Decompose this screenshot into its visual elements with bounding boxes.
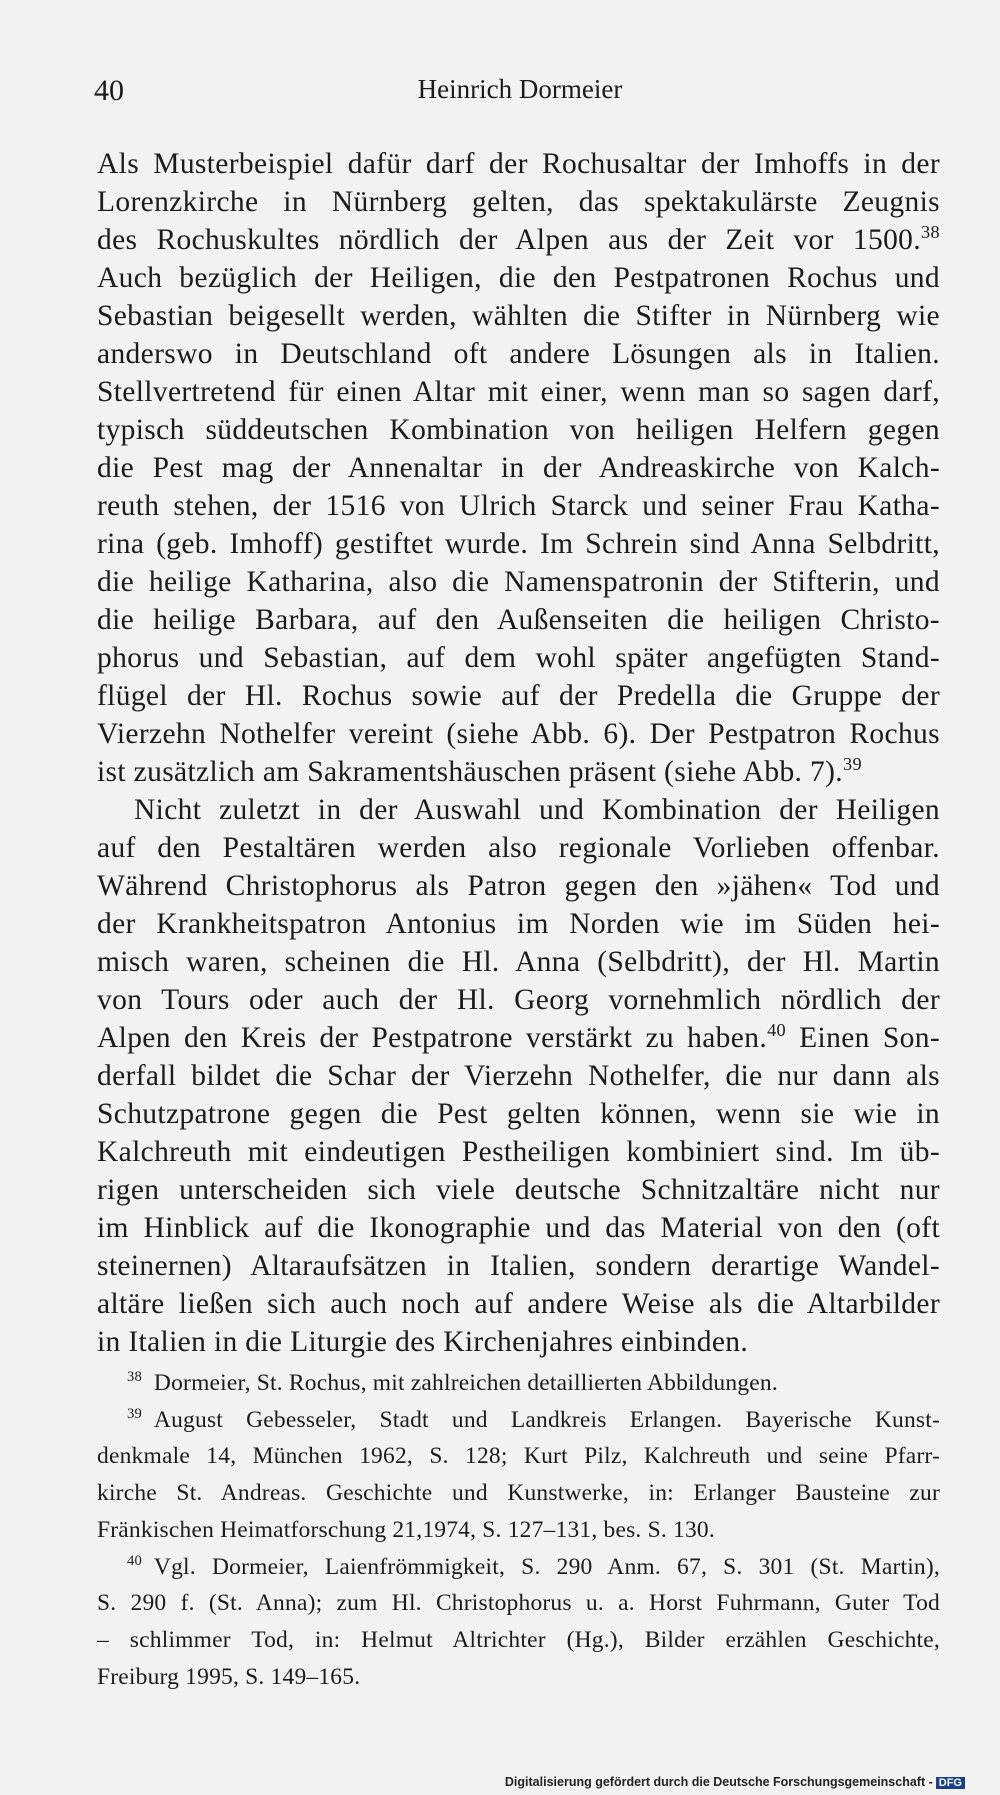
footnote-text: Fränkischen Heimatforschung 21,1974, S. 127–131, bes. S. 130. (97, 1516, 715, 1543)
line-text: misch waren, scheinen die Hl. Anna (Selbdritt), der Hl. Martin (97, 946, 940, 978)
line-text: phorus und Sebastian, auf dem wohl später angefügten Stand- (97, 642, 940, 674)
body-line (97, 639, 940, 677)
body-line (97, 677, 940, 715)
line-text: reuth stehen, der 1516 von Ulrich Starck und seiner Frau Katha- (97, 490, 940, 522)
line-text: von Tours oder auch der Hl. Georg vornehmlich nördlich der (97, 984, 940, 1016)
body-line (97, 791, 940, 829)
line-text: Lorenzkirche in Nürnberg gelten, das spektakulärste Zeugnis (97, 186, 940, 218)
footnote-text: Vgl. Dormeier, Laienfrömmigkeit, S. 290 Anm. 67, S. 301 (St. Martin), (153, 1553, 940, 1580)
footnote-line (97, 1622, 940, 1658)
line-text: Sebastian beigesellt werden, wählten die Stifter in Nürnberg wie (97, 300, 940, 332)
body-line (97, 1095, 940, 1133)
line-text: steinernen) Altaraufsätzen in Italien, sondern derartige Wandel- (97, 1250, 940, 1282)
footnote-line (97, 1512, 940, 1548)
line-text: typisch süddeutschen Kombination von heiligen Helfern gegen (97, 414, 940, 446)
body-line (97, 1323, 940, 1361)
body-line (97, 1247, 940, 1285)
credit-text: Digitalisierung gefördert durch die Deutsche Forschungsgemeinschaft - (504, 1775, 933, 1789)
body-line (97, 1171, 940, 1209)
footnote-line (97, 1365, 940, 1401)
body-line (97, 601, 940, 639)
line-text: Schutzpatrone gegen die Pest gelten können, wenn sie wie in (97, 1098, 940, 1130)
dfg-logo: DFG (936, 1777, 965, 1789)
footnote-text: kirche St. Andreas. Geschichte und Kunstwerke, in: Erlanger Bausteine zur (97, 1480, 940, 1507)
line-text: rina (geb. Imhoff) gestiftet wurde. Im Schrein sind Anna Selbdritt, (97, 528, 940, 560)
body-line (97, 259, 940, 297)
body-line (97, 373, 940, 411)
body-line (97, 1133, 940, 1171)
footnote-text: S. 290 f. (St. Anna); zum Hl. Christophorus u. a. Horst Fuhrmann, Guter Tod (97, 1590, 940, 1617)
footnote-line (97, 1475, 940, 1511)
line-text: im Hinblick auf die Ikonographie und das Material von den (oft (97, 1212, 940, 1244)
body-line (97, 563, 940, 601)
body-line (97, 335, 940, 373)
page-number: 40 (94, 74, 124, 107)
body-line (97, 753, 940, 791)
body-line (97, 145, 940, 183)
footnote-reference[interactable]: 38 (921, 222, 940, 243)
body-line (97, 905, 940, 943)
line-text: auf den Pestaltären werden also regionale Vorlieben offenbar. (97, 832, 940, 864)
line-text: rigen unterscheiden sich viele deutsche Schnitzaltäre nicht nur (97, 1174, 940, 1206)
line-text: die heilige Katharina, also die Namenspatronin der Stifterin, und (97, 566, 940, 598)
body-line (97, 487, 940, 525)
footnote-line (97, 1438, 940, 1474)
body-line (97, 1209, 940, 1247)
body-line (97, 1057, 940, 1095)
body-line (97, 867, 940, 905)
line-text: flügel der Hl. Rochus sowie auf der Predella die Gruppe der (97, 680, 940, 712)
footnote-text: – schlimmer Tod, in: Helmut Altrichter (Hg.), Bilder erzählen Geschichte, (97, 1626, 940, 1653)
footnote-text: August Gebesseler, Stadt und Landkreis Erlangen. Bayerische Kunst- (153, 1406, 940, 1433)
line-text-continued: Einen Son- (786, 1022, 940, 1054)
body-line (97, 1019, 940, 1057)
line-text: Auch bezüglich der Heiligen, die den Pestpatronen Rochus und (97, 262, 940, 294)
line-text: die heilige Barbara, auf den Außenseiten die heiligen Christo- (97, 604, 940, 636)
footnote-text: denkmale 14, München 1962, S. 128; Kurt Pilz, Kalchreuth und seine Pfarr- (97, 1443, 940, 1470)
footnote-line (97, 1402, 940, 1438)
footnote-reference[interactable]: 40 (767, 1020, 787, 1041)
body-line (97, 1285, 940, 1323)
body-line (97, 183, 940, 221)
footnote-reference[interactable]: 39 (843, 754, 862, 775)
line-text: Vierzehn Nothelfer vereint (siehe Abb. 6). Der Pestpatron Rochus (97, 718, 940, 750)
line-text: anderswo in Deutschland oft andere Lösungen als in Italien. (97, 338, 940, 370)
digitization-credit (505, 1775, 965, 1789)
running-head: Heinrich Dormeier (417, 74, 623, 104)
footnote-text: Freiburg 1995, S. 149–165. (97, 1663, 361, 1690)
body-line (97, 411, 940, 449)
body-line (97, 221, 940, 259)
line-text: Stellvertretend für einen Altar mit einer, wenn man so sagen darf, (97, 376, 940, 408)
line-text: Als Musterbeispiel dafür darf der Rochusaltar der Imhoffs in der (97, 148, 940, 180)
footnote-line (97, 1659, 940, 1695)
body-line (97, 829, 940, 867)
body-line (97, 525, 940, 563)
footnote-number: 38 (127, 1369, 142, 1386)
line-text: Kalchreuth mit eindeutigen Pestheiligen kombiniert sind. Im üb- (97, 1136, 940, 1168)
body-line (97, 297, 940, 335)
footnote-line (97, 1585, 940, 1621)
footnote-text: Dormeier, St. Rochus, mit zahlreichen detaillierten Abbildungen. (153, 1370, 778, 1396)
line-text: die Pest mag der Annenaltar in der Andreaskirche von Kalch- (97, 452, 940, 484)
line-text: Nicht zuletzt in der Auswahl und Kombination der Heiligen (134, 794, 940, 826)
line-text: der Krankheitspatron Antonius im Norden wie im Süden hei- (97, 908, 940, 940)
body-line (97, 943, 940, 981)
line-text: des Rochuskultes nördlich der Alpen aus der Zeit vor 1500. (97, 224, 922, 256)
line-text: in Italien in die Liturgie des Kirchenjahres einbinden. (97, 1326, 749, 1358)
body-line (97, 981, 940, 1019)
footnote-number: 39 (127, 1405, 142, 1422)
line-text: altäre ließen sich auch noch auf andere Weise als die Altarbilder (97, 1288, 940, 1320)
line-text: derfall bildet die Schar der Vierzehn Nothelfer, die nur dann als (97, 1060, 940, 1092)
line-text: Während Christophorus als Patron gegen den »jähen« Tod und (97, 870, 940, 902)
body-line (97, 715, 940, 753)
footnote-number: 40 (127, 1552, 142, 1569)
footnote-line (97, 1549, 940, 1585)
body-line (97, 449, 940, 487)
line-text: ist zusätzlich am Sakramentshäuschen präsent (siehe Abb. 7). (97, 756, 843, 788)
line-text: Alpen den Kreis der Pestpatrone verstärkt zu haben. (97, 1022, 768, 1054)
